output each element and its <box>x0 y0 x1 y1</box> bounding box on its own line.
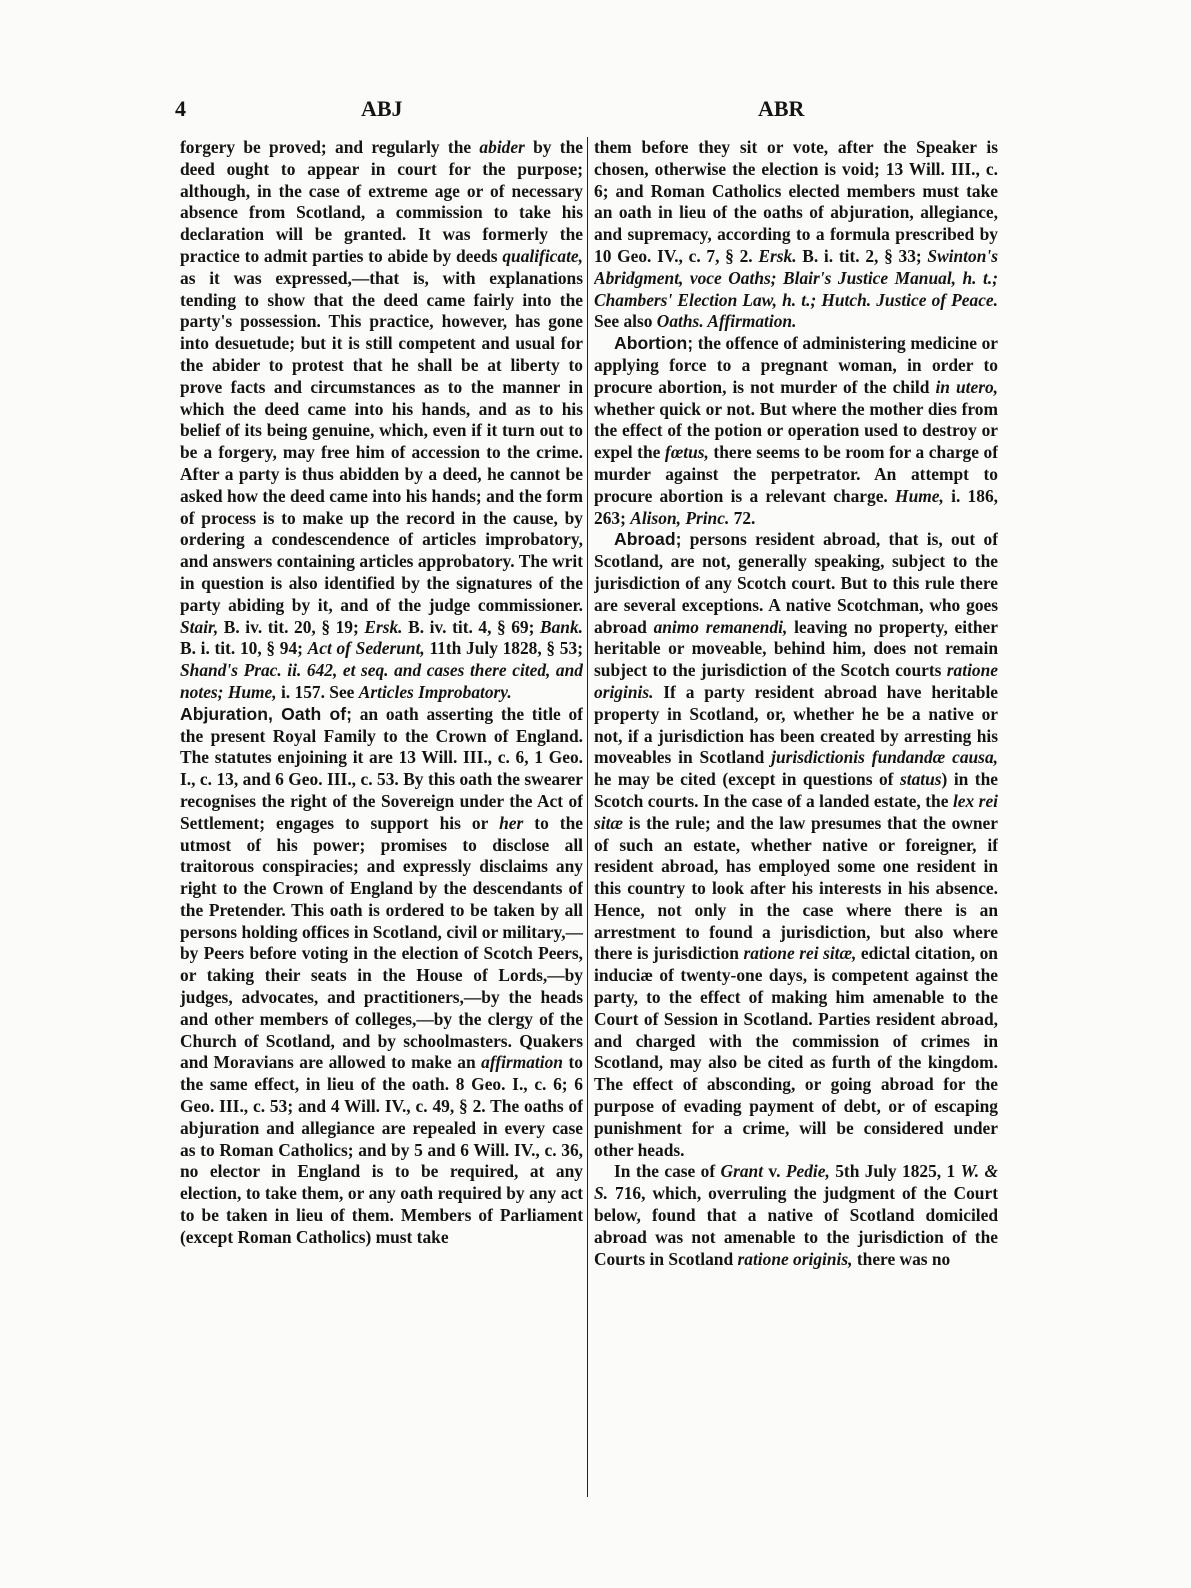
left-column <box>180 137 583 1497</box>
running-header <box>175 96 1015 126</box>
headword-abortion: Abortion; <box>614 333 694 354</box>
entry-abroad-grant-v-pedie: In the case of Grant v. Pedie, 5th July 1825, 1 W. & S. 716, which, overruling the judgment of the Court below, found that a native of Scotland domiciled abroad was not amenable to the jurisdiction of the Courts in Scotland ratione originis, there was no <box>594 1161 998 1269</box>
headword-abroad: Abroad; <box>614 529 682 550</box>
column-divider <box>587 137 588 1497</box>
page-number: 4 <box>175 96 186 121</box>
entry-abjuration: Abjuration, Oath of; an oath asserting the title of the present Royal Family to the Crown of England. The statutes enjoining it are 13 Will. III., c. 6, 1 Geo. I., c. 13, and 6 Geo. III., c. 53. By this oath the swearer recognises the right of the Sovereign under the Act of Settlement; engages to support his or her to the utmost of his power; promises to disclose all traitorous conspiracies; and expressly disclaims any right to the Crown of England by the descendants of the Pretender. This oath is ordered to be taken by all persons holding offices in Scotland, civil or military,—by Peers before voting in the election of Scotch Peers, or taking their seats in the House of Lords,—by judges, advocates, and practitioners,—by the heads and other members of colleges,—by the clergy of the Church of Scotland, and by schoolmasters. Quakers and Moravians are allowed to make an affirmation to the same effect, in lieu of the oath. 8 Geo. I., c. 6; 6 Geo. III., c. 53; and 4 Will. IV., c. 49, § 2. The oaths of abjuration and allegiance are repealed in every case as to Roman Catholics; and by 5 and 6 Will. IV., c. 36, no elector in England is to be required, at any election, to take them, or any oath required by any act to be taken in lieu of them. Members of Parliament (except Roman Catholics) must take <box>180 703 583 1247</box>
headword-abjuration: Abjuration, Oath of; <box>180 703 352 724</box>
entry-abortion: Abortion; the offence of administering medicine or applying force to a pregnant woman, in order to procure abortion, is not murder of the child in utero, whether quick or not. But where the mother dies from the effect of the potion or operation used to destroy or expel the fœtus, there seems to be room for a charge of murder against the perpetrator. An attempt to procure abortion is a relevant charge. Hume, i. 186, 263; Alison, Princ. 72. <box>594 333 998 528</box>
entry-abjuration-continued: them before they sit or vote, after the Speaker is chosen, otherwise the election is void; 13 Will. III., c. 6; and Roman Catholics elected members must take an oath in lieu of the oaths of abjuration, allegiance, and supremacy, according to a formula prescribed by 10 Geo. IV., c. 7, § 2. Ersk. B. i. tit. 2, § 33; Swinton's Abridgment, voce Oaths; Blair's Justice Manual, h. t.; Chambers' Election Law, h. t.; Hutch. Justice of Peace. See also Oaths. Affirmation. <box>594 137 998 332</box>
entry-abider-continued: forgery be proved; and regularly the abider by the deed ought to appear in court for the purpose; although, in the case of extreme age or of necessary absence from Scotland, a commission to take his declaration will be granted. It was formerly the practice to admit parties to abide by deeds qualificate, as it was expressed,—that is, with explanations tending to show that the deed came fairly into the party's possession. This practice, however, has gone into desuetude; but it is still competent and usual for the abider to protest that he shall be at liberty to prove facts and circumstances as to the manner in which the deed came into his hands, and as to his belief of its being genuine, which, even if it turn out to be a forgery, may free him of accession to the crime. After a party is thus abidden by a deed, he cannot be asked how the deed came into his hands; and the form of process is to make up the record in the cause, by ordering a condescendence of articles improbatory, and answers containing articles approbatory. The writ in question is also identified by the signatures of the party abiding by it, and of the judge commissioner. Stair, B. iv. tit. 20, § 19; Ersk. B. iv. tit. 4, § 69; Bank. B. i. tit. 10, § 94; Act of Sederunt, 11th July 1828, § 53; Shand's Prac. ii. 642, et seq. and cases there cited, and notes; Hume, i. 157. See Articles Improbatory. <box>180 137 583 702</box>
right-column <box>594 137 998 1497</box>
left-running-head: ABJ <box>361 96 403 121</box>
right-running-head: ABR <box>758 96 805 121</box>
entry-abroad: Abroad; persons resident abroad, that is, out of Scotland, are not, generally speaking, subject to the jurisdiction of any Scotch court. But to this rule there are several exceptions. A native Scotchman, who goes abroad animo remanendi, leaving no property, either heritable or moveable, behind him, does not remain subject to the jurisdiction of the Scotch courts ratione originis. If a party resident abroad have heritable property in Scotland, or, whether he be a native or not, if a jurisdiction has been created by arresting his moveables in Scotland jurisdictionis fundandæ causa, he may be cited (except in questions of status) in the Scotch courts. In the case of a landed estate, the lex rei sitæ is the rule; and the law presumes that the owner of such an estate, whether native or foreigner, if resident abroad, has employed some one resident in this country to look after his interests in his absence. Hence, not only in the case where there is an arrestment to found a jurisdiction, but also where there is jurisdiction ratione rei sitæ, edictal citation, on induciæ of twenty-one days, is competent against the party, to the effect of making him amenable to the Court of Session in Scotland. Parties resident abroad, and charged with the commission of crimes in Scotland, may also be cited as furth of the kingdom. The effect of absconding, or going abroad for the purpose of evading payment of debt, or of escaping punishment for a crime, will be considered under other heads. <box>594 529 998 1160</box>
